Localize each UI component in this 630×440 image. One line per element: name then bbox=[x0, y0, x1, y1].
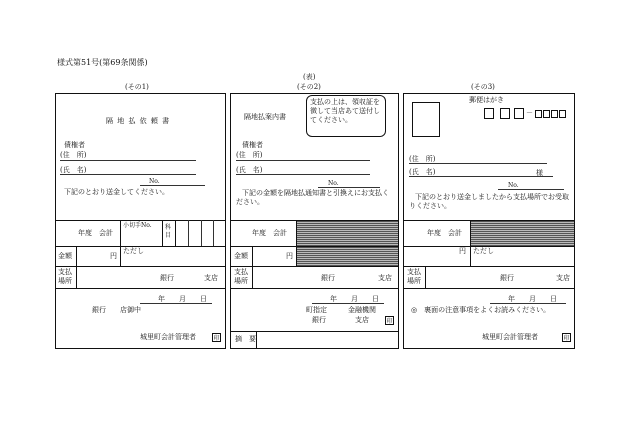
panel2-date: 年 月 日 bbox=[330, 295, 379, 303]
panel2-bank: 銀行 bbox=[321, 274, 335, 282]
panel1-address-line bbox=[60, 160, 196, 161]
panel1-check-no: 小切手No. bbox=[123, 222, 152, 229]
panel2-col-line bbox=[252, 246, 253, 266]
panel1-col-line bbox=[120, 220, 121, 246]
panel3-address-line bbox=[409, 163, 547, 164]
panel3-postcard: 郵便はがき bbox=[469, 96, 504, 104]
panel2-no: No. bbox=[328, 180, 339, 187]
panel3-treasurer: 城里町会計管理者 bbox=[482, 333, 538, 341]
panel2-name-line bbox=[236, 174, 370, 175]
panel1-date-line bbox=[140, 303, 212, 304]
panel2-institution: 金融機関 bbox=[348, 306, 376, 314]
panel1-col-line bbox=[201, 220, 202, 246]
panel3-fiscal-year: 年度 会計 bbox=[427, 229, 462, 237]
panel3-date: 年 月 日 bbox=[508, 295, 557, 303]
panel1-address-label: (住 所) bbox=[60, 151, 87, 159]
panel3-no: No. bbox=[508, 182, 519, 189]
panel1-fiscal-year: 年度 会計 bbox=[78, 229, 113, 237]
postal-code-box bbox=[543, 110, 550, 118]
panel1-treasurer: 城里町会計管理者 bbox=[140, 333, 196, 341]
postal-dash: － bbox=[526, 109, 533, 117]
panel2-fiscal-year: 年度 会計 bbox=[252, 229, 287, 237]
postal-code-box bbox=[559, 110, 566, 118]
panel2-notice: 下記の金額を隔地払通知書と引換えにお支払ください。 bbox=[236, 189, 389, 206]
postal-code-box bbox=[514, 108, 524, 119]
panel2-row-line-4 bbox=[230, 288, 399, 289]
panel2-date-line bbox=[312, 303, 384, 304]
panel3-name-line bbox=[409, 176, 553, 177]
panel1-category: 科目 bbox=[165, 224, 172, 239]
panel3-hatched-area bbox=[471, 221, 574, 246]
postal-code-box bbox=[551, 110, 558, 118]
panel1-row-line-3 bbox=[55, 266, 226, 267]
panel2-yen: 円 bbox=[286, 252, 293, 260]
panel2-hatched-area bbox=[297, 221, 398, 246]
panel3-label: (その3) bbox=[471, 83, 495, 91]
panel2-summary: 摘 要 bbox=[235, 335, 256, 343]
panel2-label: (その2) bbox=[297, 83, 321, 91]
panel2-creditor: 債権者 bbox=[242, 141, 263, 149]
panel2-hatched-area bbox=[297, 247, 398, 266]
panel1-no-line bbox=[140, 185, 205, 186]
panel1-label: (その1) bbox=[125, 83, 149, 91]
panel2-bubble: 支払の上は、領収証を徴して当店あて送付してください。 bbox=[306, 95, 386, 137]
panel1-col-line bbox=[188, 220, 189, 246]
form-number: 様式第51号(第69条関係) bbox=[57, 58, 148, 67]
panel2-col-line bbox=[252, 266, 253, 288]
panel1-name-label: (氏 名) bbox=[60, 166, 87, 174]
panel3-proviso: ただし bbox=[473, 247, 494, 255]
panel2-branch2: 支店 bbox=[355, 316, 369, 324]
front-label: (表) bbox=[303, 73, 316, 81]
panel1-amount: 金額 bbox=[58, 252, 72, 260]
panel3-branch: 支店 bbox=[556, 274, 570, 282]
panel2-seal: 印 bbox=[386, 318, 393, 325]
panel2-bank2: 銀行 bbox=[312, 316, 326, 324]
panel3-address-label: (住 所) bbox=[409, 155, 436, 163]
panel1-col-line bbox=[120, 246, 121, 266]
panel3-bank: 銀行 bbox=[500, 274, 514, 282]
panel1-bank: 銀行 bbox=[160, 274, 174, 282]
panel2-address-line bbox=[236, 160, 370, 161]
panel3-row-line-4 bbox=[403, 288, 575, 289]
panel1-proviso: ただし bbox=[123, 247, 144, 255]
panel3-no-line bbox=[498, 189, 564, 190]
panel1-title: 隔 地 払 依 頼 書 bbox=[106, 117, 171, 125]
panel2-payment-place: 支払場所 bbox=[234, 268, 248, 285]
panel1-payment-place: 支払場所 bbox=[58, 268, 72, 285]
panel1-row-line-4 bbox=[55, 288, 226, 289]
panel3-col-line bbox=[470, 246, 471, 266]
panel1-col-line bbox=[162, 220, 163, 246]
panel3-seal: 印 bbox=[563, 335, 570, 342]
panel3-col-line bbox=[425, 266, 426, 288]
panel2-designated: 町指定 bbox=[306, 306, 327, 314]
panel3-stamp-box bbox=[412, 102, 440, 137]
postal-code-box bbox=[535, 110, 542, 118]
panel1-col-line bbox=[76, 266, 77, 288]
panel3-yen: 円 bbox=[459, 247, 466, 255]
panel3-row-line-3 bbox=[403, 266, 575, 267]
panel1-col-line bbox=[213, 220, 214, 246]
panel3-notice: 下記のとおり送金しましたから支払場所でお受取りください。 bbox=[409, 193, 569, 210]
panel3-name-label: (氏 名) bbox=[409, 168, 436, 176]
panel1-notice: 下記のとおり送金してください。 bbox=[64, 188, 169, 196]
panel1-col-line bbox=[175, 220, 176, 246]
panel1-date: 年 月 日 bbox=[158, 295, 207, 303]
panel1-name-line bbox=[60, 174, 196, 175]
postal-code-box bbox=[500, 108, 510, 119]
panel1-seal: 印 bbox=[213, 335, 220, 342]
panel2-row-line-3 bbox=[230, 266, 399, 267]
panel1-no: No. bbox=[149, 178, 160, 185]
panel3-sama: 様 bbox=[536, 169, 543, 177]
panel1-bank-dear: 銀行 店御中 bbox=[92, 306, 141, 314]
panel1-branch: 支店 bbox=[204, 274, 218, 282]
panel1-creditor: 債権者 bbox=[64, 141, 85, 149]
panel3-note: ◎ 裏面の注意事項をよくお読みください。 bbox=[411, 306, 551, 314]
postal-code-box bbox=[484, 108, 494, 119]
panel2-title: 隔地払案内書 bbox=[244, 113, 286, 121]
panel2-amount: 金額 bbox=[234, 252, 248, 260]
panel2-no-line bbox=[318, 187, 380, 188]
panel2-name-label: (氏 名) bbox=[236, 166, 263, 174]
panel2-branch: 支店 bbox=[378, 274, 392, 282]
panel1-yen: 円 bbox=[110, 252, 117, 260]
panel2-col-line bbox=[256, 331, 257, 348]
panel1-col-line bbox=[76, 246, 77, 266]
panel2-address-label: (住 所) bbox=[236, 151, 263, 159]
panel3-date-line bbox=[490, 303, 566, 304]
panel3-payment-place: 支払場所 bbox=[407, 268, 421, 285]
